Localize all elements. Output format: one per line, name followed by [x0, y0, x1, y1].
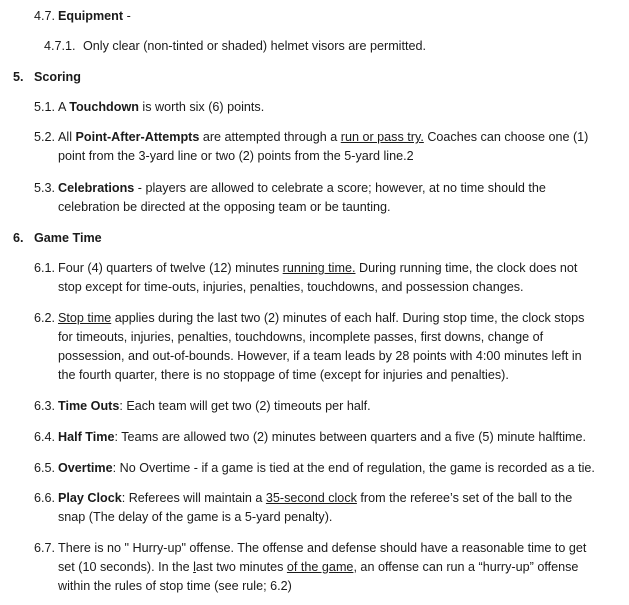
section-6-1: 6.1. Four (4) quarters of twelve (12) minutes running time. During running time, the clock does not [34, 261, 578, 275]
section-5-3-line-2: celebration be directed at the opposing team or be taunting. [58, 200, 391, 214]
section-5-3: 5.3. Celebrations - players are allowed to celebrate a score; however, at no time should the [34, 181, 546, 195]
section-5-heading: 5. Scoring [13, 70, 81, 84]
section-6-2-line-3: possession, and out-of-bounds. However, if a team leads by 28 points with 4:00 minutes left in [58, 349, 582, 363]
section-6-7-line-3: within the rules of stop time (see rule; 6.2) [58, 579, 292, 593]
section-6-6-line-2: snap (The delay of the game is a 5-yard penalty). [58, 510, 333, 524]
section-6-2-line-2: for timeouts, injuries, penalties, touchdowns, incomplete passes, first downs, change of [58, 330, 544, 344]
section-5-1: 5.1. A Touchdown is worth six (6) points. [34, 100, 265, 114]
section-4-7-1: 4.7.1. Only clear (non-tinted or shaded) helmet visors are permitted. [44, 39, 426, 53]
section-6-4: 6.4. Half Time: Teams are allowed two (2) minutes between quarters and a five (5) minute halftime. [34, 430, 587, 444]
section-6-1-line-2: stop except for time-outs, injuries, penalties, touchdowns, and possession changes. [58, 280, 524, 294]
section-6-7-line-2: set (10 seconds). In the last two minutes of the game, an offense can run a “hurry-up” offense [58, 560, 579, 574]
section-6-6: 6.6. Play Clock: Referees will maintain a 35-second clock from the referee’s set of the ball to the [34, 491, 573, 505]
section-6-heading: 6. Game Time [13, 231, 102, 245]
section-5-2-line-2: point from the 3-yard line or two (2) points from the 5-yard line.2 [58, 149, 414, 163]
section-5-2: 5.2. All Point-After-Attempts are attempted through a run or pass try. Coaches can choose one (1) [34, 130, 589, 144]
section-6-2-line-4: the fourth quarter, there is no stoppage of time (except for injuries and penalties). [58, 368, 509, 382]
section-6-3: 6.3. Time Outs: Each team will get two (2) timeouts per half. [34, 399, 371, 413]
section-4-7-heading: 4.7. Equipment - [34, 9, 131, 23]
section-6-7: 6.7. There is no " Hurry-up" offense. The offense and defense should have a reasonable time to get [34, 541, 587, 555]
section-6-5: 6.5. Overtime: No Overtime - if a game is tied at the end of regulation, the game is recorded as a tie. [34, 461, 595, 475]
section-6-2: 6.2. Stop time applies during the last two (2) minutes of each half. During stop time, the clock stops [34, 311, 585, 325]
